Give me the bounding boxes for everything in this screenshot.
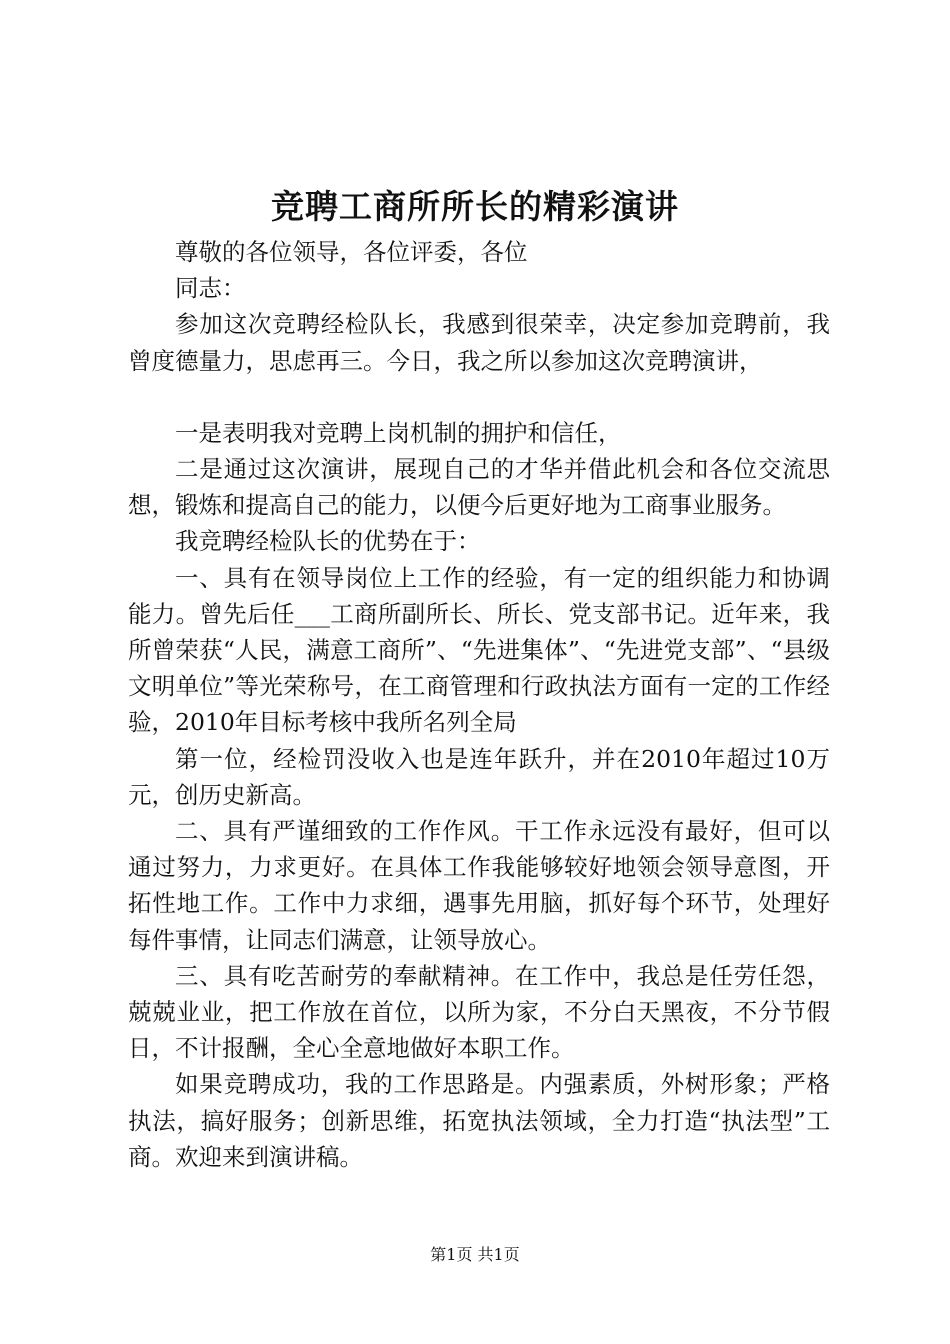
paragraph-advantage-3: 三、具有吃苦耐劳的奉献精神。在工作中，我总是任劳任怨，兢兢业业，把工作放在首位，以所为家，不分白天黑夜，不分节假日，不计报酬，全心全意地做好本职工作。 xyxy=(128,961,830,1063)
paragraph-reason-2: 二是通过这次演讲，展现自己的才华并借此机会和各位交流思想，锻炼和提高自己的能力，以便今后更好地为工商事业服务。 xyxy=(128,455,830,520)
page-footer: 第1页 共1页 xyxy=(430,1245,520,1264)
salutation-line-1: 尊敬的各位领导，各位评委，各位 xyxy=(175,238,528,266)
salutation-line-2: 同志： xyxy=(175,274,246,303)
document-body xyxy=(128,234,830,1175)
paragraph-advantages-heading: 我竞聘经检队长的优势在于： xyxy=(175,527,481,556)
paragraph-advantage-1-continued: 第一位，经检罚没收入也是连年跃升，并在2010年超过10万元，创历史新高。 xyxy=(128,744,830,809)
paragraph-reason-1: 一是表明我对竞聘上岗机制的拥护和信任， xyxy=(175,418,622,447)
document-title: 竞聘工商所所长的精彩演讲 xyxy=(271,187,679,226)
paragraph-intro: 参加这次竞聘经检队长，我感到很荣幸，决定参加竞聘前，我曾度德量力，思虑再三。今日，我之所以参加这次竞聘演讲， xyxy=(128,310,830,375)
paragraph-advantage-1: 一、具有在领导岗位上工作的经验，有一定的组织能力和协调能力。曾先后任___工商所副所长、所长、党支部书记。近年来，我所曾荣获“人民，满意工商所”、“先进集体”、“先进党支部”、“县级文明单位”等光荣称号，在工商管理和行政执法方面有一定的工作经验，2010年目标考核中我所名列全局 xyxy=(128,563,830,737)
paragraph-work-plan: 如果竞聘成功，我的工作思路是。内强素质，外树形象；严格执法，搞好服务；创新思维，拓宽执法领域，全力打造“执法型”工商。欢迎来到演讲稿。 xyxy=(128,1070,830,1171)
paragraph-advantage-2: 二、具有严谨细致的工作作风。干工作永远没有最好，但可以通过努力，力求更好。在具体工作我能够较好地领会领导意图，开拓性地工作。工作中力求细，遇事先用脑，抓好每个环节，处理好每件事情，让同志们满意，让领导放心。 xyxy=(128,817,830,954)
